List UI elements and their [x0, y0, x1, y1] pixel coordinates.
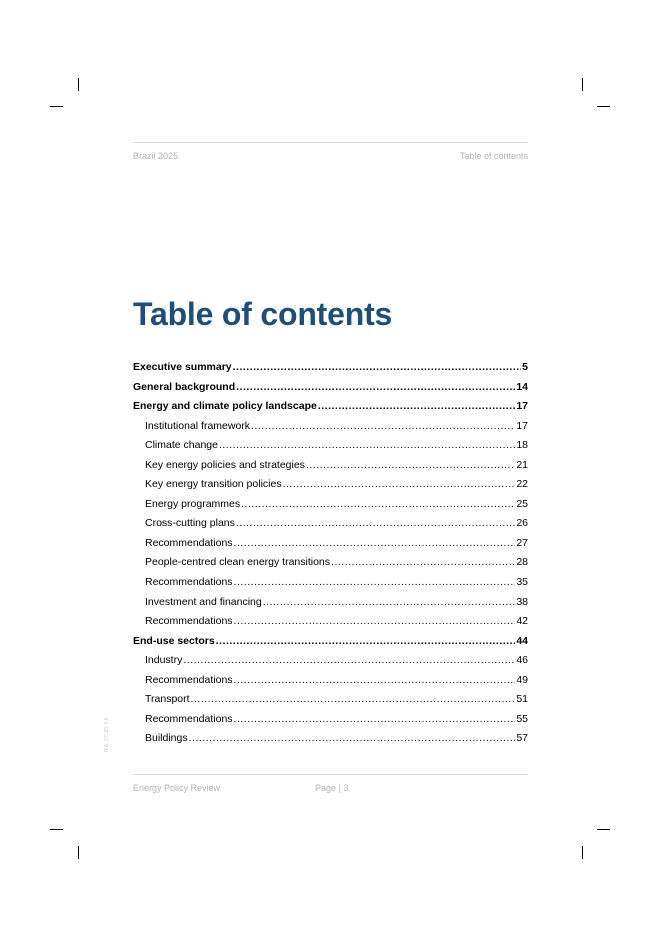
crop-mark	[78, 846, 79, 859]
toc-entry[interactable]	[133, 514, 528, 534]
toc-entry-label: Climate change	[145, 439, 218, 452]
toc-entry[interactable]	[133, 553, 528, 573]
crop-mark	[78, 78, 79, 91]
crop-mark	[50, 106, 63, 107]
toc-entry-page: 49	[516, 673, 528, 686]
toc-dot-leader	[263, 593, 516, 613]
toc-entry-page: 25	[516, 497, 528, 510]
toc-entry[interactable]	[133, 729, 528, 749]
toc-list	[133, 358, 528, 749]
toc-entry[interactable]	[133, 690, 528, 710]
page-title: Table of contents	[133, 296, 393, 332]
toc-entry-label: Energy and climate policy landscape	[133, 400, 317, 413]
toc-entry[interactable]	[133, 378, 528, 398]
toc-entry[interactable]	[133, 495, 528, 515]
toc-entry-page: 44	[516, 634, 528, 647]
toc-entry-page: 21	[516, 458, 528, 471]
crop-mark	[582, 846, 583, 859]
toc-entry[interactable]	[133, 417, 528, 437]
crop-mark	[50, 829, 63, 830]
toc-entry[interactable]	[133, 651, 528, 671]
header-right: Table of contents	[459, 151, 528, 161]
footer-rule	[133, 774, 528, 775]
toc-entry-page: 22	[516, 478, 528, 491]
toc-entry-label: Recommendations	[145, 576, 233, 589]
toc-entry-label: Energy programmes	[145, 497, 241, 510]
toc-entry-page: 51	[516, 693, 528, 706]
toc-entry-page: 46	[516, 654, 528, 667]
crop-mark	[597, 106, 610, 107]
footer-left: Energy Policy Review	[133, 783, 221, 793]
toc-dot-leader	[234, 573, 516, 593]
toc-entry[interactable]	[133, 397, 528, 417]
toc-entry-label: Industry	[145, 654, 183, 667]
toc-entry-page: 17	[516, 400, 528, 413]
crop-mark	[597, 829, 610, 830]
toc-entry-page: 42	[516, 615, 528, 628]
toc-entry-label: Transport	[145, 693, 190, 706]
crop-mark	[582, 78, 583, 91]
toc-entry-label: Investment and financing	[145, 595, 262, 608]
toc-entry-label: Recommendations	[145, 712, 233, 725]
header-rule	[133, 142, 528, 143]
toc-entry-page: 35	[516, 576, 528, 589]
toc-entry-label: Institutional framework	[145, 419, 251, 432]
toc-entry-page: 57	[516, 732, 528, 745]
toc-entry-label: Recommendations	[145, 536, 233, 549]
toc-entry-page: 38	[516, 595, 528, 608]
toc-dot-leader	[191, 690, 516, 710]
toc-entry[interactable]	[133, 456, 528, 476]
toc-entry-label: Buildings	[145, 732, 188, 745]
toc-entry[interactable]	[133, 612, 528, 632]
toc-dot-leader	[219, 436, 515, 456]
header-left: Brazil 2025	[133, 151, 179, 161]
toc-entry-label: Key energy transition policies	[145, 478, 282, 491]
toc-entry-label: Executive summary	[133, 361, 232, 373]
toc-entry-page: 14	[516, 380, 528, 393]
toc-dot-leader	[234, 671, 516, 691]
toc-entry-page: 5	[522, 361, 528, 373]
toc-entry-label: Key energy policies and strategies	[145, 458, 305, 471]
footer-page-number: Page | 3	[315, 783, 349, 793]
toc-entry-page: 28	[516, 556, 528, 569]
toc-entry[interactable]	[133, 475, 528, 495]
toc-dot-leader	[234, 710, 516, 730]
toc-entry-page: 55	[516, 712, 528, 725]
toc-entry[interactable]	[133, 632, 528, 652]
toc-dot-leader	[236, 378, 515, 398]
toc-entry[interactable]	[133, 358, 528, 378]
toc-entry-label: Cross-cutting plans	[145, 517, 235, 530]
toc-entry[interactable]	[133, 436, 528, 456]
toc-dot-leader	[306, 456, 515, 476]
toc-dot-leader	[233, 358, 522, 378]
toc-entry[interactable]	[133, 671, 528, 691]
toc-entry[interactable]	[133, 573, 528, 593]
toc-dot-leader	[241, 495, 515, 515]
toc-entry-page: 26	[516, 517, 528, 530]
side-copyright: IEA. CC BY 4.0.	[104, 716, 110, 752]
toc-dot-leader	[331, 553, 515, 573]
toc-dot-leader	[283, 475, 516, 495]
toc-entry-label: Recommendations	[145, 673, 233, 686]
toc-dot-leader	[189, 729, 516, 749]
toc-dot-leader	[216, 632, 516, 652]
toc-entry-label: People-centred clean energy transitions	[145, 556, 331, 569]
toc-entry-page: 18	[516, 439, 528, 452]
toc-dot-leader	[234, 612, 516, 632]
toc-entry-label: Recommendations	[145, 615, 233, 628]
toc-entry-label: General background	[133, 380, 236, 393]
toc-entry[interactable]	[133, 534, 528, 554]
toc-entry[interactable]	[133, 593, 528, 613]
toc-entry-label: End-use sectors	[133, 634, 215, 647]
toc-entry-page: 17	[516, 419, 528, 432]
toc-dot-leader	[234, 534, 516, 554]
toc-entry-page: 27	[516, 536, 528, 549]
toc-dot-leader	[236, 514, 515, 534]
toc-entry[interactable]	[133, 710, 528, 730]
toc-dot-leader	[183, 651, 515, 671]
toc-dot-leader	[318, 397, 515, 417]
toc-dot-leader	[251, 417, 515, 437]
